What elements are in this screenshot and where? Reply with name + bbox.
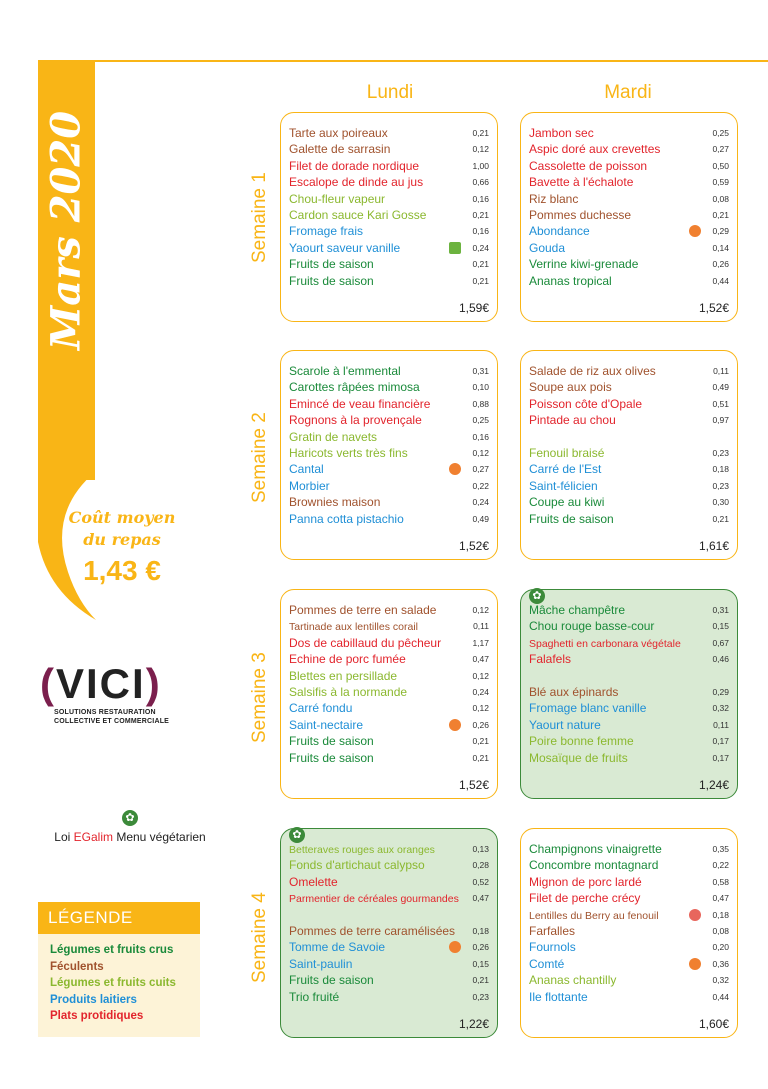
week-1-label: Semaine 1 [249,172,270,263]
menu-item [289,461,489,477]
menu-item-price: 0,14 [712,242,729,253]
menu-item-name: Ile flottante [529,989,588,1004]
menu-item-name: Blettes en persillade [289,668,398,683]
menu-item-name: Spaghetti en carbonara végétale [529,637,681,650]
menu-item [289,668,489,684]
label-label-icon [449,719,461,731]
card-total: 1,59€ [458,301,489,315]
menu-item [529,602,729,618]
menu-item [529,445,729,461]
menu-item-name: Scarole à l'emmental [289,364,401,378]
menu-item-name: Brownies maison [289,495,381,510]
menu-item-price: 0,21 [472,259,489,270]
leaf-icon: ✿ [122,810,138,826]
veg-note-egalim: EGalim [73,830,113,844]
menu-item-name: Mosaïque de fruits [529,750,628,765]
menu-card-week3-mardi [520,589,738,799]
menu-item-price: 0,49 [472,513,489,524]
menu-card-week3-lundi [280,589,498,799]
menu-item-name: Echine de porc fumée [289,652,406,667]
menu-item-name: Saint-paulin [289,956,353,971]
menu-item-price: 0,21 [472,752,489,763]
menu-item-name: Morbier [289,478,330,493]
menu-item [289,273,489,289]
menu-item [289,125,489,141]
label-label-icon [449,463,461,475]
menu-item-price: 0,44 [712,275,729,286]
menu-item-name: Soupe aux pois [529,380,612,395]
menu-item [529,174,729,190]
menu-item-price: 0,97 [712,415,729,426]
menu-item-price: 0,31 [712,605,729,615]
label-label-icon [689,225,701,237]
menu-item [289,923,489,939]
menu-item [289,396,489,412]
menu-item-name: Carré de l'Est [529,462,602,477]
menu-item-name: Fruits de saison [289,750,374,765]
menu-item-price: 0,66 [472,177,489,188]
menu-item-price: 0,36 [712,958,729,969]
vegetarian-leaf-icon: ✿ [289,827,305,843]
menu-item [289,223,489,239]
menu-item-name: Fruits de saison [289,257,374,272]
menu-item-price: 0,23 [712,480,729,491]
menu-item-name: Fromage frais [289,224,364,239]
menu-item-name: Carottes râpées mimosa [289,380,420,395]
menu-card-week1-lundi [280,112,498,322]
menu-item-name: Pintade au chou [529,413,616,428]
menu-item-name: Lentilles du Berry au fenouil [529,909,659,922]
menu-item [529,939,729,955]
page-title: Mars 2020 [42,110,90,350]
menu-item-price: 0,52 [472,876,489,887]
menu-item-price: 0,21 [712,513,729,524]
menu-item [289,141,489,157]
menu-item-price: 0,18 [472,925,489,936]
menu-item-name: Yaourt saveur vanille [289,240,401,255]
menu-item-price: 0,16 [472,226,489,237]
menu-item [289,618,489,634]
menu-item-price: 0,21 [712,209,729,220]
card-total: 1,60€ [698,1017,729,1031]
menu-item-name: Comté [529,956,565,971]
menu-item-name: Riz blanc [529,191,579,206]
menu-item-name: Panna cotta pistachio [289,511,404,526]
menu-item-price: 1,17 [472,637,489,648]
card-total: 1,52€ [698,301,729,315]
title-band [38,60,95,480]
menu-item-name: Emincé de veau financière [289,396,431,411]
menu-item-price: 0,08 [712,193,729,204]
menu-item-name: Filet de perche crécy [529,891,641,906]
menu-item-name: Trio fruité [289,989,340,1004]
menu-item [289,602,489,618]
menu-item-price: 0,16 [472,431,489,442]
menu-item-name: Fenouil braisé [529,445,605,460]
menu-item-name: Tomme de Savoie [289,940,386,955]
card-total: 1,61€ [698,539,729,553]
menu-item-price: 0,51 [712,398,729,409]
menu-item [529,890,729,906]
card-total: 1,24€ [698,778,729,792]
menu-item-name: Poire bonne femme [529,734,634,749]
menu-item-price: 0,23 [712,447,729,458]
menu-item-price: 0,47 [472,654,489,665]
menu-item-name: Fromage blanc vanille [529,701,647,716]
menu-item-price: 0,21 [472,209,489,220]
menu-item-price: 0,21 [472,736,489,747]
menu-item-name: Escalope de dinde au jus [289,175,424,190]
menu-item [289,379,489,395]
menu-item [289,207,489,223]
week-4-label: Semaine 4 [249,892,270,983]
menu-item-name: Galette de sarrasin [289,142,391,157]
menu-item-name: Fruits de saison [289,273,374,288]
menu-item-name: Fournols [529,940,576,955]
menu-item-name: Farfalles [529,923,576,938]
menu-card-week2-mardi [520,350,738,560]
menu-item-price: 0,25 [472,415,489,426]
menu-item-name: Poisson côte d'Opale [529,396,643,411]
menu-item [529,700,729,716]
menu-item-name: Salade de riz aux olives [529,364,656,378]
menu-item-name: Yaourt nature [529,717,601,732]
menu-item-name: Pommes de terre en salade [289,603,437,617]
menu-item [289,939,489,955]
menu-item [529,668,729,684]
menu-item-name: Omelette [289,874,338,889]
menu-item [529,429,729,445]
bio-label-icon [449,242,461,254]
menu-item-name: Haricots verts très fins [289,445,408,460]
menu-item [289,429,489,445]
menu-item [289,907,489,923]
menu-item-price: 0,47 [472,893,489,904]
menu-item [529,256,729,272]
menu-item-name: Betteraves rouges aux oranges [289,844,435,856]
menu-item [289,412,489,428]
menu-item [289,256,489,272]
average-cost [62,507,182,587]
logo-name: (VICI) [40,660,162,707]
card-total: 1,52€ [458,778,489,792]
veg-note-prefix: Loi [54,830,74,844]
cost-value: 1,43 € [83,555,161,586]
aoc-label-icon [689,909,701,921]
menu-item-price: 0,47 [712,893,729,904]
menu-item-name: Fruits de saison [289,734,374,749]
menu-item-price: 0,23 [472,991,489,1002]
menu-item [529,651,729,667]
menu-item [289,363,489,379]
day-mardi: Mardi [604,82,652,103]
menu-item-price: 0,24 [472,497,489,508]
menu-item [289,494,489,510]
menu-item-price: 0,28 [472,860,489,871]
menu-item-name: Carré fondu [289,701,353,716]
menu-item [529,874,729,890]
menu-item [529,494,729,510]
menu-item [289,445,489,461]
menu-item-name: Fruits de saison [289,973,374,988]
menu-item-name: Jambon sec [529,126,594,140]
menu-item [529,240,729,256]
menu-item-price: 0,12 [472,703,489,714]
label-label-icon [449,941,461,953]
menu-item-name: Chou rouge basse-cour [529,619,655,634]
menu-item-price: 0,17 [712,736,729,747]
menu-item-price: 0,27 [472,464,489,475]
menu-item-price: 0,18 [712,909,729,920]
menu-item-name: Saint-nectaire [289,717,364,732]
menu-item [529,273,729,289]
menu-item-name: Pommes de terre caramélisées [289,923,456,938]
menu-item [529,158,729,174]
menu-item-name: Tartinade aux lentilles corail [289,621,418,634]
menu-item [289,174,489,190]
day-lundi: Lundi [366,82,414,103]
menu-item-price: 0,21 [472,975,489,986]
menu-item-name: Cantal [289,462,324,477]
menu-item-name: Mignon de porc lardé [529,874,642,889]
menu-item [289,841,489,857]
menu-item-price: 0,31 [472,366,489,376]
legend-item: Féculents [50,960,104,973]
menu-item-price: 0,13 [472,844,489,854]
menu-item [529,750,729,766]
menu-card-week4-lundi [280,828,498,1038]
menu-item-name: Pommes duchesse [529,207,632,222]
menu-item-price: 0,29 [712,226,729,237]
menu-item-name: Rognons à la provençale [289,413,422,428]
menu-item [289,700,489,716]
menu-item-price: 0,26 [712,259,729,270]
menu-item-name: Falafels [529,652,572,667]
menu-item [529,907,729,923]
menu-item [289,890,489,906]
menu-item [289,191,489,207]
menu-item-price: 0,88 [472,398,489,409]
legend [38,902,200,1037]
menu-item-name: Gratin de navets [289,429,378,444]
menu-item-price: 0,44 [712,991,729,1002]
menu-item-price: 0,21 [472,275,489,286]
menu-item-name: Tarte aux poireaux [289,126,388,140]
menu-item-price: 0,22 [712,860,729,871]
week-2-label: Semaine 2 [249,412,270,503]
menu-item-price: 0,17 [712,752,729,763]
menu-item [289,240,489,256]
menu-item [289,972,489,988]
menu-item [529,857,729,873]
menu-item [529,972,729,988]
menu-item [289,684,489,700]
menu-item-price: 0,24 [472,242,489,253]
menu-item [529,684,729,700]
menu-item [529,956,729,972]
menu-item-price: 0,27 [712,144,729,155]
legend-item: Plats protidiques [50,1010,144,1022]
menu-item-name: Cassolette de poisson [529,158,648,173]
menu-item-name: Champignons vinaigrette [529,842,662,856]
menu-item [529,478,729,494]
menu-card-week2-lundi [280,350,498,560]
menu-item-price: 0,46 [712,654,729,665]
legend-item: Légumes et fruits cuits [50,977,176,989]
menu-item [289,956,489,972]
menu-item-price: 0,67 [712,637,729,648]
menu-item-price: 0,12 [472,144,489,155]
logo-line2: COLLECTIVE ET COMMERCIALE [54,718,170,725]
vegetarian-leaf-icon: ✿ [529,588,545,604]
menu-item-price: 0,16 [472,193,489,204]
menu-item-price: 0,58 [712,876,729,887]
menu-item-price: 0,49 [712,382,729,393]
menu-item-price: 0,32 [712,703,729,714]
menu-item-price: 0,59 [712,177,729,188]
menu-item-name: Coupe au kiwi [529,495,605,510]
menu-item-name: Salsifis à la normande [289,684,408,699]
menu-item [529,923,729,939]
menu-item-price: 0,24 [472,686,489,697]
menu-item-name: Cardon sauce Kari Gosse [289,207,427,222]
menu-item-price: 0,11 [473,621,489,632]
menu-item-name: Abondance [529,224,590,239]
cost-line1: Coût moyen [68,508,176,527]
menu-item-price: 0,50 [712,160,729,171]
vici-logo [40,660,210,726]
menu-item [529,141,729,157]
card-total: 1,52€ [458,539,489,553]
label-label-icon [689,958,701,970]
menu-item-price: 0,26 [472,719,489,730]
menu-item-name: Gouda [529,240,566,255]
menu-item [529,207,729,223]
menu-item-name: Mâche champêtre [529,603,626,617]
menu-item-name: Saint-félicien [529,478,598,493]
menu-card-week4-mardi [520,828,738,1038]
menu-item [529,379,729,395]
menu-item [289,651,489,667]
menu-item-price: 0,11 [713,719,729,730]
menu-item-price: 0,08 [712,925,729,936]
menu-item [289,511,489,527]
menu-item-price: 0,25 [712,128,729,138]
legend-items [38,934,200,1025]
menu-item-name: Ananas chantilly [529,973,617,988]
menu-item-name: Dos de cabillaud du pêcheur [289,635,442,650]
menu-item-price: 0,12 [472,605,489,615]
menu-item [289,635,489,651]
menu-item-name: Chou-fleur vapeur [289,191,386,206]
menu-item [289,478,489,494]
menu-item [529,618,729,634]
menu-item-name: Ananas tropical [529,273,612,288]
menu-item-name: Concombre montagnard [529,858,659,873]
menu-item-price: 0,18 [712,464,729,475]
menu-item [289,733,489,749]
menu-item-price: 0,12 [472,670,489,681]
week-3-label: Semaine 3 [249,652,270,743]
menu-item [529,989,729,1005]
menu-item-price: 0,30 [712,497,729,508]
menu-item [529,635,729,651]
menu-item [289,989,489,1005]
menu-item-price: 0,15 [712,621,729,632]
menu-item-price: 1,00 [472,160,489,171]
menu-item [529,223,729,239]
menu-item-name: Fonds d'artichaut calypso [289,858,425,873]
menu-item-name: Verrine kiwi-grenade [529,257,639,272]
menu-item-price: 0,32 [712,975,729,986]
menu-item [529,511,729,527]
menu-item-price: 0,29 [712,686,729,697]
cost-line2: du repas [83,530,161,549]
menu-item [529,733,729,749]
menu-item-price: 0,12 [472,447,489,458]
menu-item-price: 0,15 [472,958,489,969]
menu-item-name: Fruits de saison [529,511,614,526]
menu-item [529,125,729,141]
menu-item [529,412,729,428]
menu-item [289,158,489,174]
menu-item-price: 0,21 [472,128,489,138]
menu-item [289,717,489,733]
menu-item [289,857,489,873]
menu-item-price: 0,22 [472,480,489,491]
menu-item-price: 0,35 [712,844,729,854]
menu-item [529,396,729,412]
menu-item-price: 0,11 [713,366,729,376]
legend-item: Produits laitiers [50,993,137,1006]
menu-card-week1-mardi [520,112,738,322]
top-rule [95,60,768,62]
menu-item-name: Bavette à l'échalote [529,175,634,190]
vegetarian-note [40,810,220,844]
logo-line1: SOLUTIONS RESTAURATION [54,709,156,716]
menu-item-price: 0,26 [472,942,489,953]
menu-item [529,363,729,379]
menu-item-name: Filet de dorade nordique [289,158,420,173]
legend-title: LÉGENDE [38,902,200,934]
menu-item-name: Aspic doré aux crevettes [529,142,661,157]
menu-item [529,191,729,207]
card-total: 1,22€ [458,1017,489,1031]
veg-note-suffix: Menu végétarien [112,830,206,844]
menu-item-name: Parmentier de céréales gourmandes [289,893,459,906]
menu-item-price: 0,10 [472,382,489,393]
menu-item [289,874,489,890]
legend-item: Légumes et fruits crus [50,944,174,956]
menu-item [529,841,729,857]
menu-item [529,717,729,733]
menu-item-name: Blé aux épinards [529,684,619,699]
menu-item-price: 0,20 [712,942,729,953]
menu-item [289,750,489,766]
menu-item [529,461,729,477]
